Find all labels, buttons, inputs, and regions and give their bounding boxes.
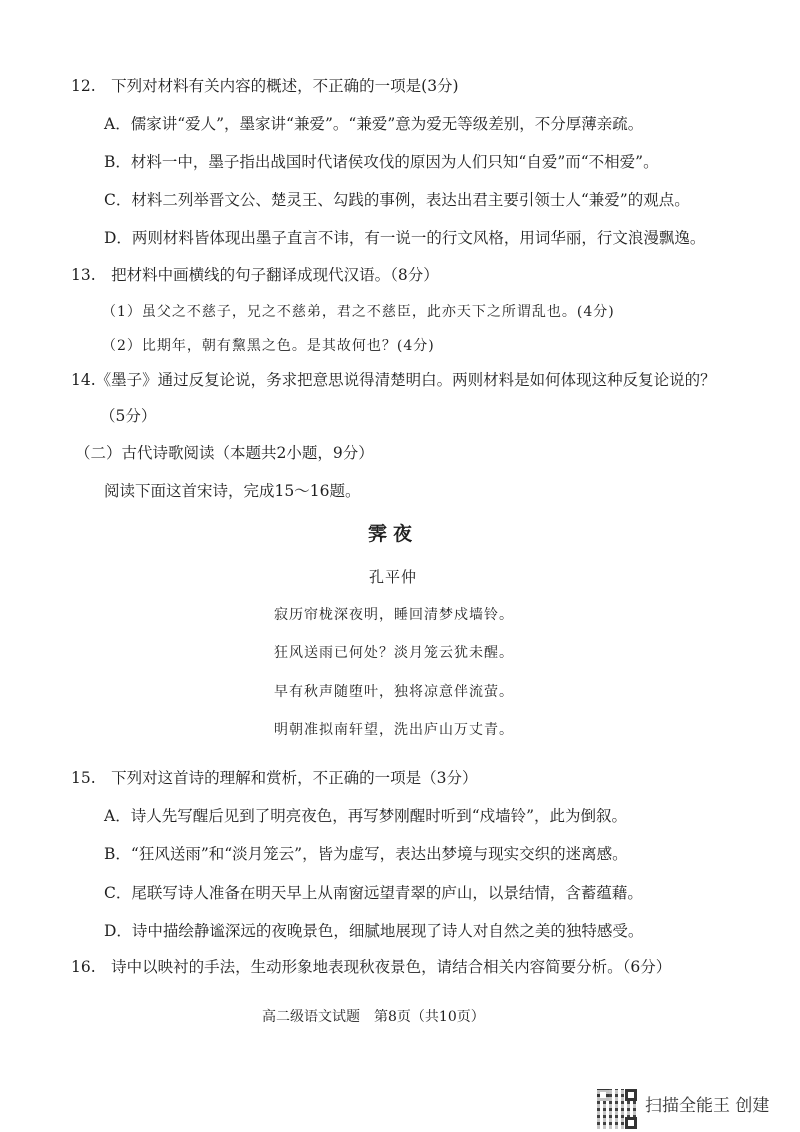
q15-option-a: A．诗人先写醒后见到了明亮夜色，再写梦刚醒时听到“戍墙铃”，此为倒叙。 xyxy=(104,807,628,825)
q15-stem: 15. 下列对这首诗的理解和赏析，不正确的一项是（3分） xyxy=(71,769,478,787)
q15-option-b: B．“狂风送雨”和“淡月笼云”，皆为虚写，表达出梦境与现实交织的迷离感。 xyxy=(104,845,628,863)
q13-item-1: （1）虽父之不慈子，兄之不慈弟，君之不慈臣，此亦天下之所谓乱也。(4分) xyxy=(102,304,615,320)
scanner-watermark: 扫描全能王 创建 xyxy=(645,1096,770,1116)
page-footer: 高二级语文试题 第8页（共10页） xyxy=(262,1009,485,1025)
q16-stem: 16. 诗中以映衬的手法，生动形象地表现秋夜景色，请结合相关内容简要分析。（6分） xyxy=(71,958,672,976)
q12-option-d: D．两则材料皆体现出墨子直言不讳，有一说一的行文风格，用词华丽，行文浪漫飘逸。 xyxy=(104,229,706,247)
qr-code-icon xyxy=(597,1089,637,1129)
poem-title: 霁夜 xyxy=(368,523,419,545)
q15-option-c: C．尾联写诗人准备在明天早上从南窗远望青翠的庐山，以景结情，含蓄蕴藉。 xyxy=(104,884,643,902)
q14-stem: 14.《墨子》通过反复论说，务求把意思说得清楚明白。两则材料是如何体现这种反复论说的？ xyxy=(71,371,716,389)
q15-option-d: D．诗中描绘静谧深远的夜晚景色，细腻地展现了诗人对自然之美的独特感受。 xyxy=(104,922,644,940)
poem-line-3: 早有秋声随堕叶，独将凉意伴流萤。 xyxy=(274,684,514,700)
q12-stem: 12. 下列对材料有关内容的概述，不正确的一项是(3分) xyxy=(71,77,459,95)
q12-option-b: B．材料一中，墨子指出战国时代诸侯攻伐的原因为人们只知“自爱”而“不相爱”。 xyxy=(104,153,659,171)
poem-line-2: 狂风送雨已何处？淡月笼云犹未醒。 xyxy=(274,645,514,661)
section2-instruction: 阅读下面这首宋诗，完成15～16题。 xyxy=(104,482,361,500)
poem-author: 孔平仲 xyxy=(369,568,418,586)
section2-heading: （二）古代诗歌阅读（本题共2小题，9分） xyxy=(75,444,374,462)
q14-score: （5分） xyxy=(100,407,157,425)
poem-line-1: 寂历帘栊深夜明，睡回清梦戍墙铃。 xyxy=(274,607,514,623)
q12-option-c: C．材料二列举晋文公、楚灵王、勾践的事例，表达出君主要引领士人“兼爱”的观点。 xyxy=(104,191,690,209)
poem-line-4: 明朝准拟南轩望，洗出庐山万丈青。 xyxy=(274,722,514,738)
q13-stem: 13. 把材料中画横线的句子翻译成现代汉语。（8分） xyxy=(71,266,439,284)
q12-option-a: A．儒家讲“爱人”，墨家讲“兼爱”。“兼爱”意为爱无等级差别，不分厚薄亲疏。 xyxy=(104,115,644,133)
q13-item-2: （2）比期年，朝有黧黑之色。是其故何也？(4分) xyxy=(102,338,435,354)
